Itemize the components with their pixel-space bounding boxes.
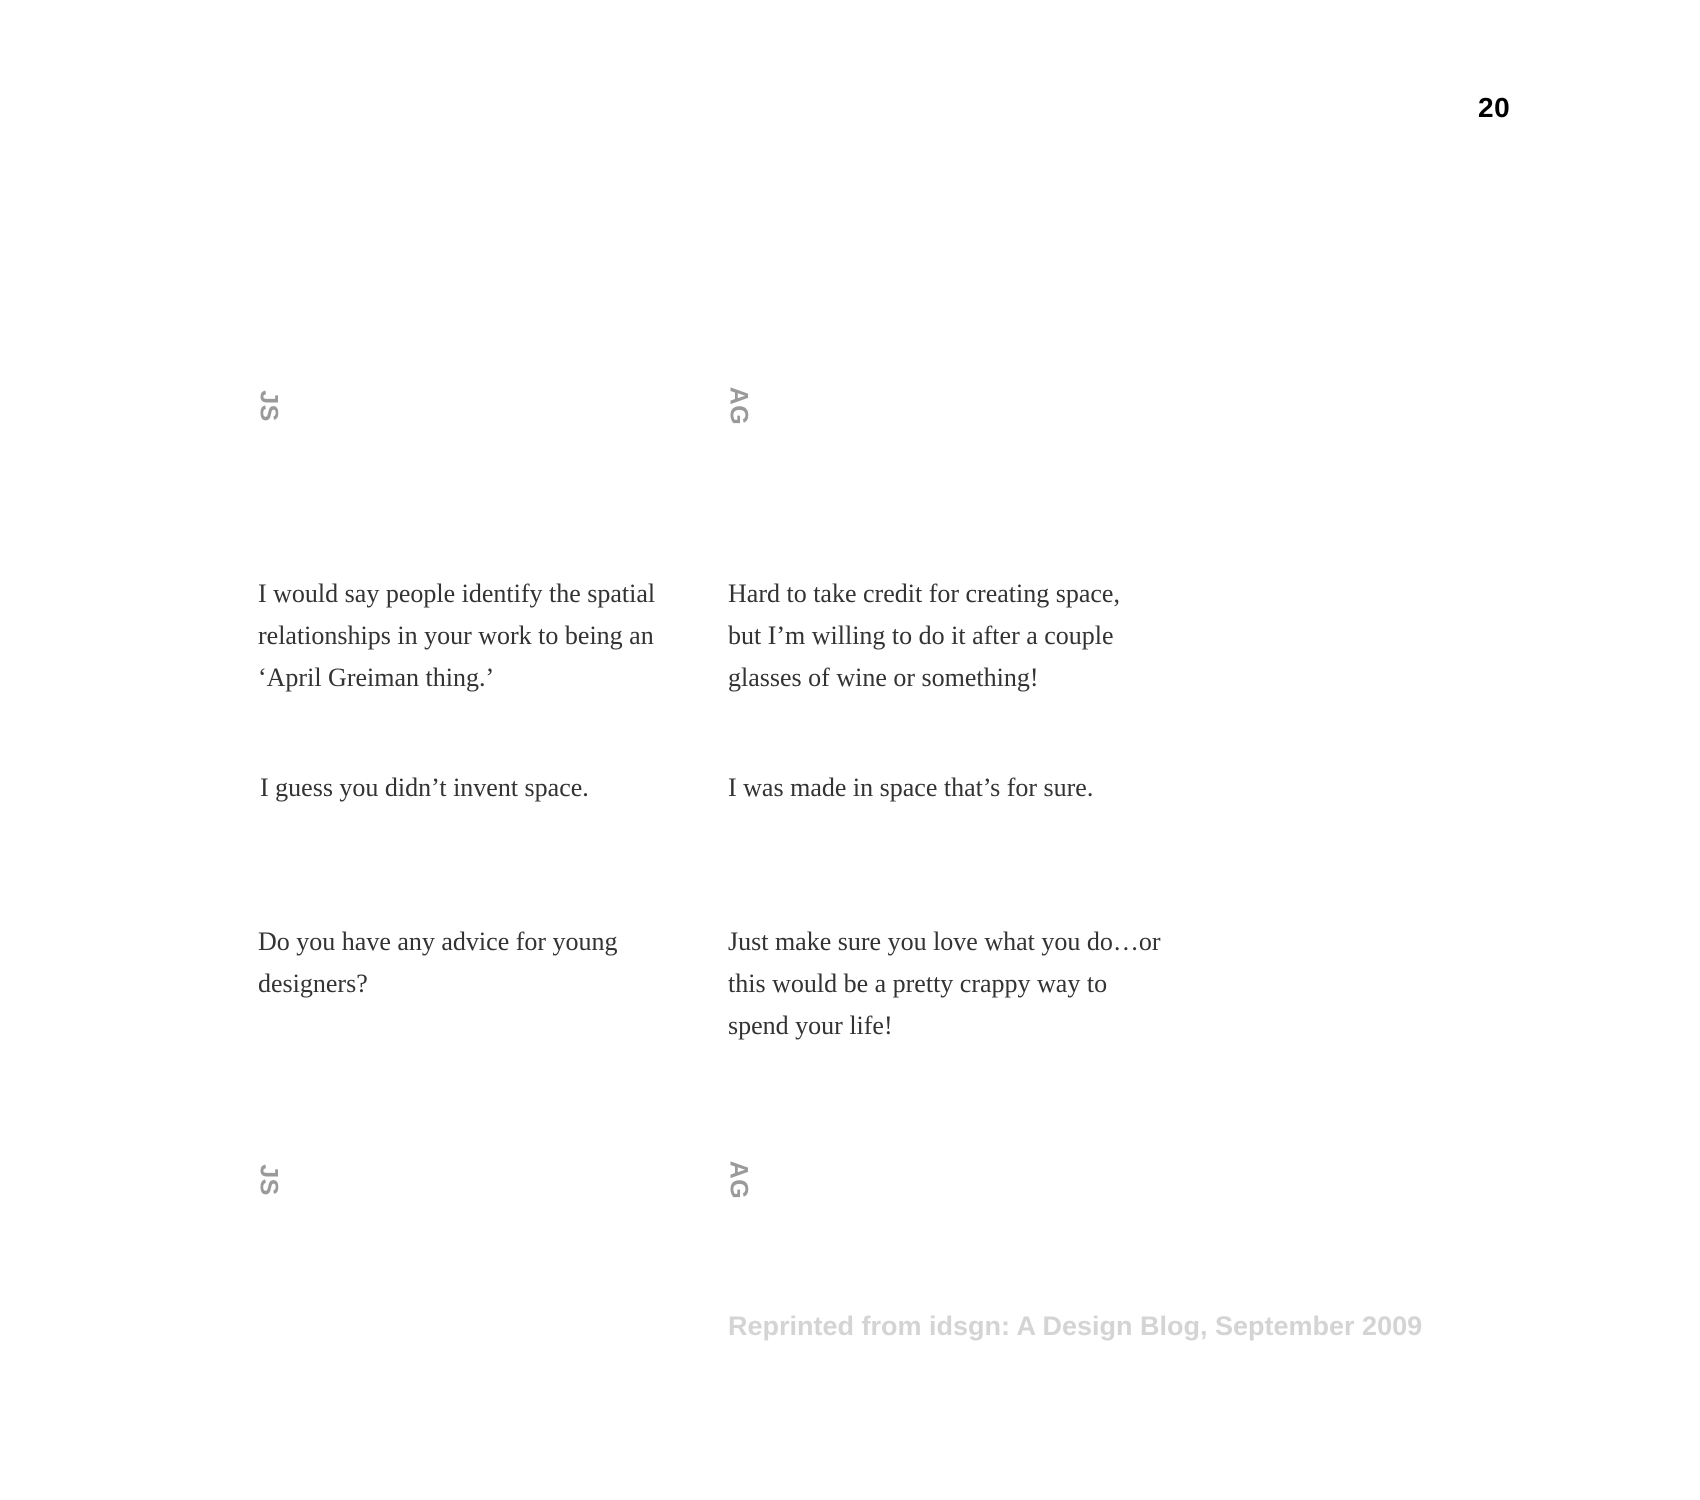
- speaker-label-text: AG: [724, 1160, 753, 1200]
- speaker-label-js-bottom: [248, 1150, 288, 1210]
- answer-line: Hard to take credit for creating space,: [728, 579, 1120, 608]
- answer-line: this would be a pretty crappy way to: [728, 969, 1108, 998]
- question-line: I guess you didn’t invent space.: [260, 773, 589, 802]
- answer-3: [728, 921, 1161, 1047]
- speaker-label-js-top: [248, 376, 288, 436]
- answer-line: Just make sure you love what you do…or: [728, 927, 1161, 956]
- question-2: [260, 767, 589, 809]
- answer-line: but I’m willing to do it after a couple: [728, 621, 1114, 650]
- speaker-label-ag-top: [718, 376, 758, 436]
- answer-line: spend your life!: [728, 1011, 893, 1040]
- answer-line: glasses of wine or something!: [728, 663, 1039, 692]
- reprint-credit: Reprinted from idsgn: A Design Blog, September 2009: [728, 1311, 1423, 1341]
- speaker-label-ag-bottom: [718, 1150, 758, 1210]
- question-line: Do you have any advice for young: [258, 927, 618, 956]
- question-3: [258, 921, 618, 1005]
- question-line: ‘April Greiman thing.’: [258, 663, 495, 692]
- speaker-label-text: AG: [724, 386, 753, 426]
- answer-2: [728, 767, 1093, 809]
- question-line: I would say people identify the spatial: [258, 579, 656, 608]
- speaker-label-text: JS: [254, 390, 283, 422]
- question-line: relationships in your work to being an: [258, 621, 654, 650]
- answer-1: [728, 573, 1120, 699]
- answer-line: I was made in space that’s for sure.: [728, 773, 1094, 802]
- question-line: designers?: [258, 969, 368, 998]
- question-1: [258, 573, 655, 699]
- speaker-label-text: JS: [254, 1164, 283, 1196]
- page-number: 20: [1478, 92, 1511, 123]
